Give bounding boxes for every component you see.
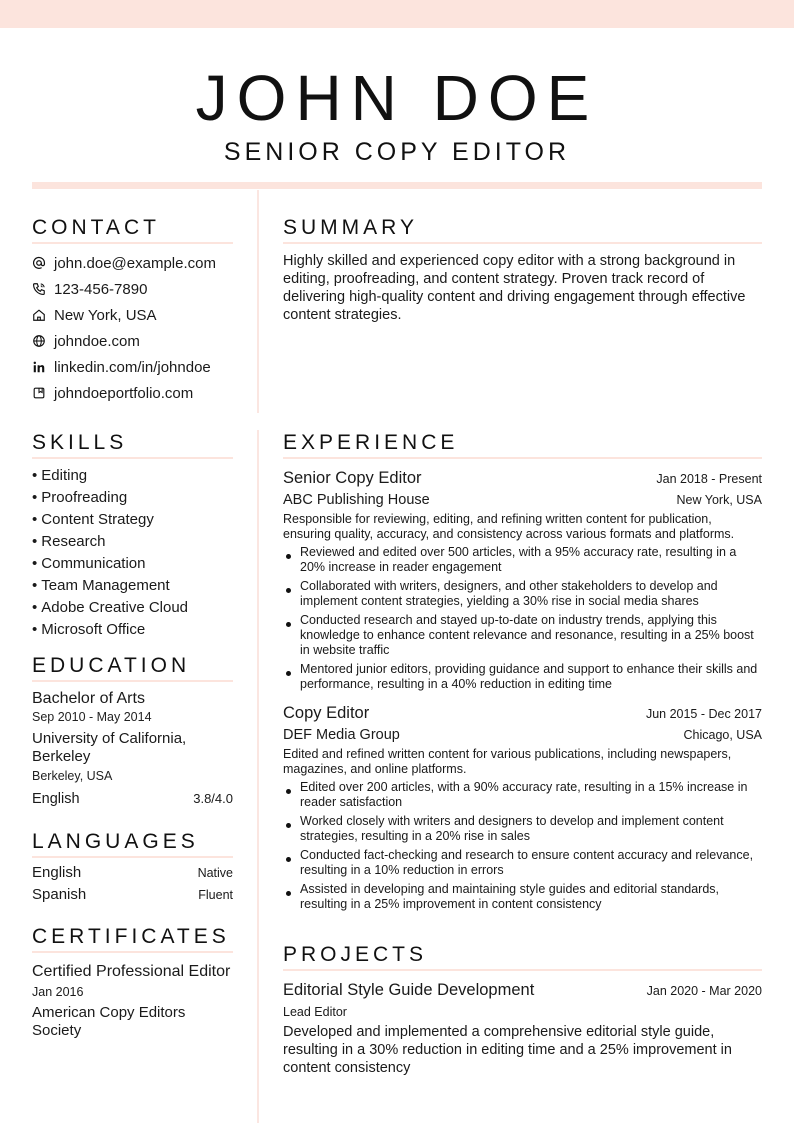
project-title: Editorial Style Guide Development	[283, 981, 535, 999]
contact-portfolio-text: johndoeportfolio.com	[54, 384, 194, 402]
contact-phone[interactable]	[32, 276, 233, 302]
contact-location	[32, 302, 233, 328]
achievement-item: Reviewed and edited over 500 articles, with a 95% accuracy rate, resulting in a 20% increase in reader engagement	[283, 545, 762, 575]
project-dates: Jan 2020 - Mar 2020	[646, 984, 762, 998]
certificate-date: Jan 2016	[32, 985, 84, 999]
experience-section	[283, 431, 762, 916]
job-company: DEF Media Group	[283, 727, 400, 743]
skills-heading: SKILLS	[32, 431, 233, 459]
languages-section	[32, 830, 233, 908]
column-divider-bottom	[257, 430, 259, 1123]
skill-item: • Adobe Creative Cloud	[32, 597, 233, 619]
job-company-row	[283, 489, 762, 510]
contact-linkedin-text: linkedin.com/in/johndoe	[54, 358, 211, 376]
job-achievements	[283, 545, 762, 692]
language-row	[32, 886, 233, 908]
job-entry	[283, 467, 762, 692]
job-entry	[283, 702, 762, 912]
education-section	[32, 654, 233, 809]
job-title: Copy Editor	[283, 704, 370, 722]
language-level: Native	[197, 866, 233, 880]
contact-list	[32, 250, 233, 406]
contact-portfolio[interactable]	[32, 380, 233, 406]
contact-website-text: johndoe.com	[54, 332, 140, 350]
job-achievements	[283, 780, 762, 912]
language-level: Fluent	[198, 888, 233, 902]
job-header	[283, 702, 762, 724]
skill-item: • Proofreading	[32, 487, 233, 509]
skills-list	[32, 465, 233, 641]
job-header	[283, 467, 762, 489]
education-field: English	[32, 791, 80, 807]
education-dates: Sep 2010 - May 2014	[32, 710, 152, 724]
certificate-issuer: American Copy Editors Society	[32, 1004, 186, 1039]
linkedin-icon	[32, 360, 54, 374]
experience-heading: EXPERIENCE	[283, 431, 762, 459]
education-field-row	[32, 789, 233, 809]
education-location: Berkeley, USA	[32, 769, 113, 783]
achievement-item: Mentored junior editors, providing guidance and support to enhance their skills and performance, resulting in a 40% reduction in editing time	[283, 662, 762, 692]
achievement-item: Assisted in developing and maintaining style guides and editorial standards, resulting in a 25% improvement in content consistency	[283, 882, 762, 912]
contact-location-text: New York, USA	[54, 306, 157, 324]
contact-email-text: john.doe@example.com	[54, 254, 216, 272]
certificate-name: Certified Professional Editor	[32, 963, 231, 980]
globe-icon	[32, 334, 54, 348]
summary-heading: SUMMARY	[283, 216, 762, 244]
contact-phone-text: 123-456-7890	[54, 280, 148, 298]
language-row	[32, 864, 233, 886]
contact-email[interactable]	[32, 250, 233, 276]
education-gpa: 3.8/4.0	[193, 791, 233, 806]
education-school: University of California, Berkeley	[32, 730, 187, 765]
education-degree: Bachelor of Arts	[32, 690, 145, 707]
job-description: Responsible for reviewing, editing, and refining written content for publication, ensuring quality, accuracy, and consistency across various formats and platforms.	[283, 512, 735, 541]
job-title: Senior Copy Editor	[283, 469, 422, 487]
achievement-item: Edited over 200 articles, with a 90% accuracy rate, resulting in a 15% increase in reader satisfaction	[283, 780, 762, 810]
skill-item: • Microsoft Office	[32, 619, 233, 641]
job-description: Edited and refined written content for various publications, including newspapers, magazines, and online platforms.	[283, 747, 732, 776]
job-dates: Jun 2015 - Dec 2017	[645, 707, 762, 721]
certificates-heading: CERTIFICATES	[32, 925, 233, 953]
candidate-title: SENIOR COPY EDITOR	[223, 138, 571, 166]
job-dates: Jan 2018 - Present	[656, 472, 762, 486]
home-icon	[32, 308, 54, 322]
summary-text: Highly skilled and experienced copy editor with a strong background in editing, proofreading, and content strategy. Proven track record of delivering high-quality content and driving engagement through effective content strategies.	[283, 253, 746, 323]
contact-section	[32, 216, 233, 406]
email-icon	[32, 256, 54, 270]
project-description: Developed and implemented a comprehensive editorial style guide, resulting in a 30% reduction in editing time and a 25% improvement in content consistency	[283, 1024, 732, 1076]
skill-item: • Research	[32, 531, 233, 553]
header-divider	[32, 182, 762, 189]
achievement-item: Collaborated with writers, designers, and other stakeholders to develop and implement content strategies, yielding a 30% rise in social media shares	[283, 579, 762, 609]
skills-section	[32, 431, 233, 641]
summary-section	[283, 216, 762, 324]
phone-icon	[32, 282, 54, 296]
achievement-item: Worked closely with writers and designers to develop and implement content strategies, resulting in a 20% rise in sales	[283, 814, 762, 844]
certificates-section	[32, 925, 233, 1040]
job-location: Chicago, USA	[683, 728, 762, 742]
top-accent-band	[0, 0, 794, 28]
skill-item: • Communication	[32, 553, 233, 575]
skill-item: • Content Strategy	[32, 509, 233, 531]
contact-linkedin[interactable]	[32, 354, 233, 380]
job-company-row	[283, 724, 762, 745]
portfolio-icon	[32, 386, 54, 400]
project-role: Lead Editor	[283, 1005, 347, 1019]
projects-section	[283, 943, 762, 1077]
skill-item: • Team Management	[32, 575, 233, 597]
language-name: English	[32, 864, 82, 881]
language-name: Spanish	[32, 886, 87, 903]
candidate-name: JOHN DOE	[195, 62, 599, 134]
skill-item: • Editing	[32, 465, 233, 487]
contact-website[interactable]	[32, 328, 233, 354]
job-location: New York, USA	[676, 493, 762, 507]
education-heading: EDUCATION	[32, 654, 233, 682]
languages-heading: LANGUAGES	[32, 830, 233, 858]
achievement-item: Conducted fact-checking and research to ensure content accuracy and relevance, resulting in a 10% reduction in errors	[283, 848, 762, 878]
languages-list	[32, 864, 233, 908]
projects-heading: PROJECTS	[283, 943, 762, 971]
contact-heading: CONTACT	[32, 216, 233, 244]
job-company: ABC Publishing House	[283, 492, 430, 508]
project-header	[283, 979, 762, 1001]
column-divider-top	[257, 190, 259, 413]
achievement-item: Conducted research and stayed up-to-date on industry trends, applying this knowledge to enhance content relevance and resonance, resulting in a 25% boost in website traffic	[283, 613, 762, 658]
